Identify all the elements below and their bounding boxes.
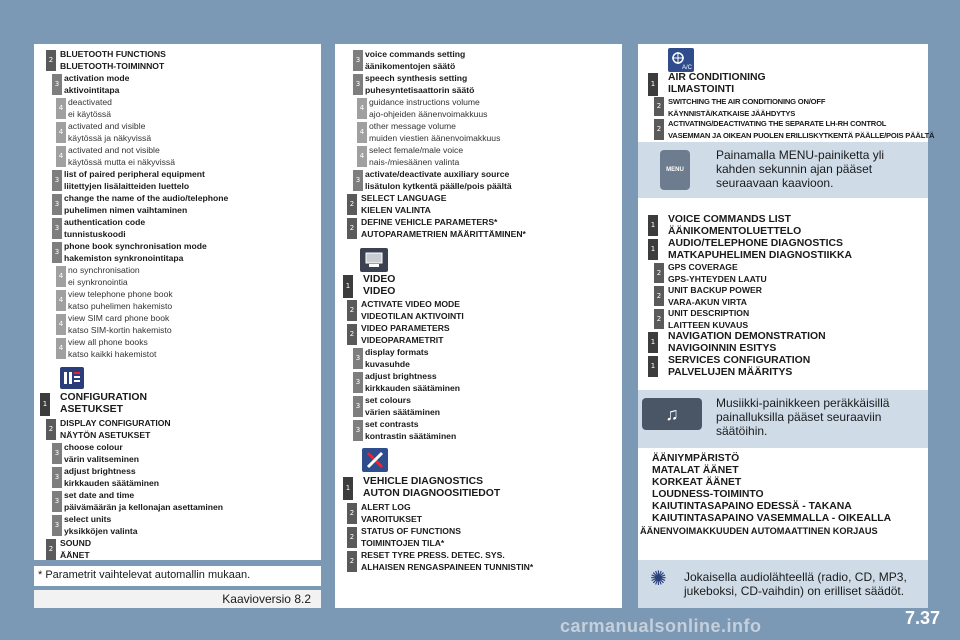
menu-item (668, 262, 767, 285)
menu-item-label: deactivated (68, 97, 112, 107)
menu-item-translation: kirkkauden säätäminen (365, 382, 461, 393)
menu-button-icon: MENU (660, 150, 690, 190)
diagram-version: Kaavioversio 8.2 (34, 590, 321, 608)
sound-setting-item: MATALAT ÄÄNET (652, 465, 739, 476)
menu-item (361, 299, 464, 322)
menu-item (68, 97, 112, 120)
level-badge: 4 (56, 146, 66, 167)
level-badge: 3 (52, 515, 62, 536)
menu-item (363, 274, 395, 298)
level-badge: 2 (654, 286, 664, 306)
menu-item-label: view all phone books (68, 337, 148, 347)
menu-item-translation: NÄYTÖN ASETUKSET (60, 429, 151, 440)
level-badge: 2 (347, 527, 357, 548)
level-badge: 3 (52, 491, 62, 512)
menu-item-label: activate/deactivate auxiliary source (365, 169, 510, 179)
menu-item (64, 490, 223, 513)
menu-item (668, 214, 801, 238)
menu-item (64, 169, 205, 192)
sound-setting-item: KORKEAT ÄÄNET (652, 477, 742, 488)
level-badge: 4 (56, 338, 66, 359)
menu-item-label: set colours (365, 395, 411, 405)
menu-item-label: guidance instructions volume (369, 97, 480, 107)
menu-item (365, 347, 429, 370)
menu-item-label: speech synthesis setting (365, 73, 468, 83)
level-badge: 3 (353, 348, 363, 369)
menu-item-translation: BLUETOOTH-TOIMINNOT (60, 60, 165, 71)
video-icon (360, 248, 388, 272)
menu-item-label: CONFIGURATION (60, 392, 147, 403)
menu-item (668, 238, 852, 262)
menu-item (68, 121, 151, 144)
menu-item-label: other message volume (369, 121, 456, 131)
level-badge: 3 (52, 443, 62, 464)
menu-item-translation: kirkkauden säätäminen (64, 477, 160, 488)
menu-item (361, 323, 450, 346)
level-badge: 1 (40, 393, 50, 416)
menu-item-label: DEFINE VEHICLE PARAMETERS* (361, 217, 498, 227)
menu-item-translation: VIDEO (363, 286, 396, 297)
sound-setting-item: KAIUTINTASAPAINO EDESSÄ - TAKANA (652, 501, 852, 512)
menu-item (64, 193, 228, 216)
menu-item-label: set date and time (64, 490, 135, 500)
menu-item-translation: nais-/miesäänen valinta (369, 156, 460, 167)
menu-item-label: set contrasts (365, 419, 419, 429)
menu-item (68, 313, 172, 336)
level-badge: 3 (353, 420, 363, 441)
menu-item-label: phone book synchronisation mode (64, 241, 207, 251)
menu-item (361, 217, 526, 240)
menu-item-label: RESET TYRE PRESS. DETEC. SYS. (361, 550, 505, 560)
menu-item-label: VEHICLE DIAGNOSTICS (363, 476, 484, 487)
sound-setting-item: KAIUTINTASAPAINO VASEMMALLA - OIKEALLA (652, 513, 892, 524)
menu-item (365, 169, 512, 192)
menu-item-label: ACTIVATE VIDEO MODE (361, 299, 460, 309)
level-badge: 2 (347, 551, 357, 572)
menu-item-translation: VASEMMAN JA OIKEAN PUOLEN ERILLISKYTKENTÄ PÄÄLLE/POIS PÄÄLTÄ (668, 130, 935, 140)
menu-item (60, 418, 171, 441)
menu-item-label: NAVIGATION DEMONSTRATION (668, 331, 826, 342)
level-badge: 4 (357, 98, 367, 119)
menu-item-label: SERVICES CONFIGURATION (668, 355, 811, 366)
vehicle-diagnostics-icon (362, 448, 388, 472)
menu-item-label: UNIT BACKUP POWER (668, 285, 762, 295)
menu-item-translation: muiden viestien äänenvoimakkuus (369, 132, 501, 143)
menu-item-translation: VIDEOTILAN AKTIVOINTI (361, 310, 464, 321)
level-badge: 1 (343, 477, 353, 500)
menu-item-translation: ajo-ohjeiden äänenvoimakkuus (369, 108, 488, 119)
menu-item-translation: KÄYNNISTÄ/KATKAISE JÄÄHDYTYS (668, 108, 796, 118)
menu-item (365, 371, 460, 394)
menu-item (668, 118, 934, 141)
menu-item-translation: värin valitseminen (64, 453, 139, 464)
menu-item (668, 96, 825, 119)
menu-item-label: no synchronisation (68, 265, 140, 275)
menu-item (68, 145, 175, 168)
level-badge: 4 (56, 98, 66, 119)
menu-item (668, 72, 766, 96)
menu-item-label: STATUS OF FUNCTIONS (361, 526, 461, 536)
audio-source-info-text: Jokaisella audiolähteellä (radio, CD, MP3, jukeboksi, CD-vaihdin) on erilliset säädöt. (684, 570, 907, 598)
menu-item-label: voice commands setting (365, 49, 466, 59)
menu-item-translation: käytössä ja näkyvissä (68, 132, 152, 143)
level-badge: 3 (353, 396, 363, 417)
menu-item-translation: katso SIM-kortin hakemisto (68, 324, 172, 335)
menu-item (64, 466, 159, 489)
menu-item-label: view telephone phone book (68, 289, 173, 299)
menu-item-translation: AUTON DIAGNOOSITIEDOT (363, 488, 501, 499)
menu-item-translation: kontrastin säätäminen (365, 430, 457, 441)
level-badge: 4 (357, 122, 367, 143)
level-badge: 1 (648, 73, 658, 96)
menu-item-translation: värien säätäminen (365, 406, 440, 417)
menu-item-label: activated and visible (68, 121, 146, 131)
menu-item (363, 476, 500, 500)
level-badge: 3 (52, 194, 62, 215)
menu-item-translation: VIDEOPARAMETRIT (361, 334, 444, 345)
menu-item-translation: kuvasuhde (365, 358, 410, 369)
menu-item-translation: LAITTEEN KUVAUS (668, 319, 749, 330)
menu-item-translation: puhesyntetisaattorin säätö (365, 84, 475, 95)
page-number: 7.37 (904, 608, 940, 628)
watermark: carmanualsonline.info (560, 616, 762, 636)
menu-item-translation: lisätulon kytkentä päälle/pois päältä (365, 180, 512, 191)
level-badge: 3 (353, 74, 363, 95)
menu-item (668, 308, 749, 331)
menu-item-translation: aktivointitapa (64, 84, 120, 95)
level-badge: 1 (648, 332, 658, 353)
menu-item (668, 331, 826, 355)
menu-item (668, 285, 762, 308)
menu-item-label: adjust brightness (365, 371, 437, 381)
level-badge: 1 (343, 275, 353, 298)
menu-item-translation: AUTOPARAMETRIEN MÄÄRITTÄMINEN* (361, 228, 526, 239)
menu-tree-panel-1 (34, 44, 321, 560)
level-badge: 3 (353, 50, 363, 71)
level-badge: 4 (357, 146, 367, 167)
menu-item (64, 241, 207, 264)
menu-item (68, 289, 173, 312)
sound-settings-list (640, 453, 892, 537)
menu-item-label: activation mode (64, 73, 130, 83)
sound-setting-item: LOUDNESS-TOIMINTO (652, 489, 764, 500)
menu-item-label: display formats (365, 347, 429, 357)
menu-tree-panel-2 (335, 44, 622, 608)
level-badge: 1 (648, 356, 658, 377)
menu-item-label: SOUND (60, 538, 92, 548)
music-info-text: Musiikki-painikkeen peräkkäisillä painalluksilla pääset seuraaviin säätöihin. (716, 396, 890, 438)
menu-item (64, 73, 129, 96)
menu-item (64, 217, 145, 240)
level-badge: 2 (654, 309, 664, 329)
menu-item-translation: KIELEN VALINTA (361, 204, 431, 215)
level-badge: 1 (648, 215, 658, 236)
level-badge: 4 (56, 122, 66, 143)
menu-item-label: VOICE COMMANDS LIST (668, 214, 791, 225)
menu-item-label: authentication code (64, 217, 146, 227)
menu-item-label: adjust brightness (64, 466, 136, 476)
menu-item-label: BLUETOOTH FUNCTIONS (60, 49, 166, 59)
menu-item-translation: ÄÄNET (60, 549, 90, 560)
svg-text:A/C: A/C (682, 65, 692, 70)
level-badge: 2 (46, 50, 56, 71)
menu-item (68, 265, 140, 288)
music-info-box (638, 390, 928, 448)
level-badge: 2 (347, 300, 357, 321)
menu-info-text: Painamalla MENU-painiketta yli kahden sekunnin ajan pääset seuraavaan kaavioon. (716, 148, 885, 190)
menu-item-translation: PALVELUJEN MÄÄRITYS (668, 367, 793, 378)
level-badge: 3 (353, 372, 363, 393)
menu-item (369, 121, 500, 144)
footnote: * Parametrit vaihtelevat automallin mukaan. (34, 566, 321, 586)
level-badge: 2 (654, 263, 664, 283)
menu-item (68, 337, 156, 360)
menu-item-translation: käytössä mutta ei näkyvissä (68, 156, 175, 167)
level-badge: 4 (56, 290, 66, 311)
menu-item (64, 442, 139, 465)
menu-item-translation: äänikomentojen säätö (365, 60, 456, 71)
sound-setting-item: ÄÄNIYMPÄRISTÖ (652, 453, 740, 464)
menu-item (369, 97, 487, 120)
level-badge: 4 (56, 314, 66, 335)
menu-item-label: choose colour (64, 442, 123, 452)
menu-item-translation: hakemiston synkronointitapa (64, 252, 184, 263)
sound-setting-item: ÄÄNENVOIMAKKUUDEN AUTOMAATTINEN KORJAUS (640, 526, 878, 536)
menu-item-label: activated and not visible (68, 145, 160, 155)
level-badge: 2 (347, 324, 357, 345)
menu-item-translation: VAROITUKSET (361, 513, 422, 524)
level-badge: 3 (52, 170, 62, 191)
menu-item-label: VIDEO (363, 274, 396, 285)
menu-item-label: select units (64, 514, 112, 524)
menu-item-translation: ei synkronointia (68, 276, 128, 287)
menu-item-translation: puhelimen nimen vaihtaminen (64, 204, 188, 215)
menu-item-translation: VARA-AKUN VIRTA (668, 296, 747, 307)
menu-item (668, 355, 810, 379)
menu-item-label: AIR CONDITIONING (668, 72, 766, 83)
level-badge: 2 (347, 218, 357, 239)
menu-item-translation: NAVIGOINNIN ESITYS (668, 343, 777, 354)
menu-item-translation: ILMASTOINTI (668, 84, 735, 95)
menu-item-label: SWITCHING THE AIR CONDITIONING ON/OFF (668, 97, 826, 106)
menu-item-translation: GPS-YHTEYDEN LAATU (668, 273, 767, 284)
settings-icon: ✺ (650, 568, 667, 590)
level-badge: 2 (654, 119, 664, 140)
menu-item-label: DISPLAY CONFIGURATION (60, 418, 171, 428)
menu-item (369, 145, 463, 168)
menu-item-translation: ÄÄNIKOMENTOLUETTELO (668, 226, 802, 237)
menu-item-label: AUDIO/TELEPHONE DIAGNOSTICS (668, 238, 843, 249)
music-button-icon: ♫ (642, 398, 702, 430)
menu-item-translation: liitettyjen lisälaitteiden luettelo (64, 180, 190, 191)
menu-item-translation: katso puhelimen hakemisto (68, 300, 173, 311)
level-badge: 2 (347, 503, 357, 524)
menu-item (60, 49, 166, 72)
level-badge: 3 (52, 467, 62, 488)
level-badge: 2 (46, 419, 56, 440)
menu-item-label: UNIT DESCRIPTION (668, 308, 750, 318)
menu-item (365, 419, 456, 442)
menu-item-translation: MATKAPUHELIMEN DIAGNOSTIIKKA (668, 250, 852, 261)
level-badge: 3 (52, 74, 62, 95)
menu-item-label: list of paired peripheral equipment (64, 169, 205, 179)
menu-item-translation: ALHAISEN RENGASPAINEEN TUNNISTIN* (361, 561, 534, 572)
menu-item (365, 49, 465, 72)
menu-item (60, 392, 147, 416)
menu-item (361, 550, 533, 573)
level-badge: 4 (56, 266, 66, 287)
menu-item (60, 538, 91, 561)
level-badge: 2 (46, 539, 56, 560)
menu-item (365, 395, 440, 418)
menu-item-label: select female/male voice (369, 145, 464, 155)
menu-item-translation: tunnistuskoodi (64, 228, 126, 239)
level-badge: 1 (648, 239, 658, 260)
level-badge: 3 (353, 170, 363, 191)
audio-source-info-box (638, 560, 928, 608)
menu-item (64, 514, 138, 537)
menu-item-translation: ASETUKSET (60, 404, 123, 415)
menu-item (361, 526, 461, 549)
menu-tree-panel-3 (638, 44, 935, 608)
menu-item-translation: päivämäärän ja kellonajan asettaminen (64, 501, 224, 512)
menu-item-translation: TOIMINTOJEN TILA* (361, 537, 445, 548)
level-badge: 3 (52, 218, 62, 239)
level-badge: 3 (52, 242, 62, 263)
level-badge: 2 (347, 194, 357, 215)
menu-item-label: SELECT LANGUAGE (361, 193, 447, 203)
menu-item (361, 193, 446, 216)
configuration-icon (60, 367, 84, 389)
menu-item-label: ACTIVATING/DEACTIVATING THE SEPARATE LH-RH CONTROL (668, 119, 887, 128)
menu-item-label: VIDEO PARAMETERS (361, 323, 450, 333)
menu-item (361, 502, 422, 525)
menu-item-label: view SIM card phone book (68, 313, 170, 323)
menu-item (365, 73, 474, 96)
level-badge: 2 (654, 97, 664, 116)
menu-item-label: ALERT LOG (361, 502, 411, 512)
menu-info-box (638, 142, 928, 198)
menu-item-label: change the name of the audio/telephone (64, 193, 229, 203)
menu-item-translation: katso kaikki hakemistot (68, 348, 157, 359)
menu-item-translation: ei käytössä (68, 108, 111, 119)
menu-item-translation: yksikköjen valinta (64, 525, 138, 536)
air-conditioning-icon (668, 48, 694, 72)
menu-item-label: GPS COVERAGE (668, 262, 738, 272)
